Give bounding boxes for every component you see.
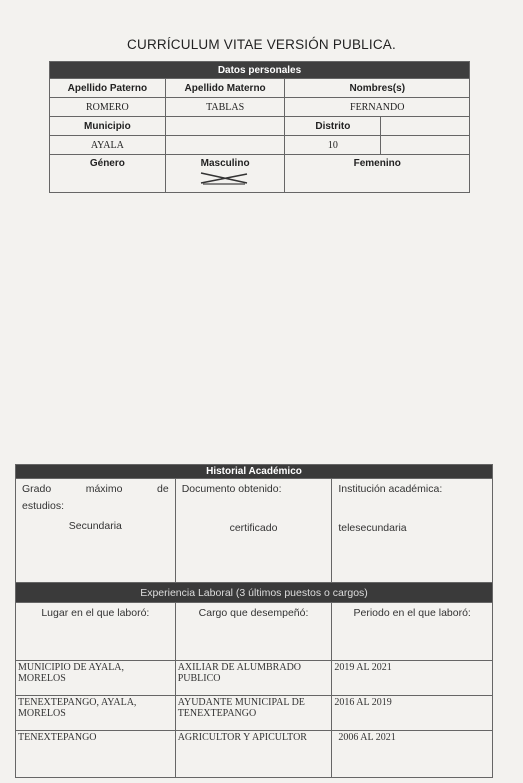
table-row [16,696,493,731]
handwritten-cross-mark [197,171,253,185]
empty-cell [165,117,285,136]
lugar-value: TENEXTEPANGO, AYALA, MORELOS [16,696,176,731]
apellido-paterno-value: ROMERO [50,98,166,117]
cargo-value: AGRICULTOR Y APICULTOR [175,731,332,778]
cargo-value: AXILIAR DE ALUMBRADO PUBLICO [175,661,332,696]
femenino-label: Femenino [285,155,470,193]
documento-cell [175,479,332,583]
municipio-label: Municipio [50,117,166,136]
institucion-value: telesecundaria [338,522,407,534]
documento-value: certificado [229,522,278,534]
grado-label-word: estudios: [22,500,65,512]
experiencia-header: Experiencia Laboral (3 últimos puestos o cargos) [16,583,493,603]
empty-cell [165,136,285,155]
historial-header: Historial Académico [16,465,493,479]
grado-label-word: de [156,483,169,495]
empty-cell [381,117,470,136]
nombres-label: Nombres(s) [285,79,470,98]
distrito-value: 10 [285,136,381,155]
grado-label-word: máximo [85,483,123,495]
grado-cell [16,479,176,583]
table-row [16,661,493,696]
grado-label-word: Grado [22,483,52,495]
institucion-label: Institución académica: [338,483,443,495]
empty-cell [381,136,470,155]
masculino-label: Masculino [200,158,250,169]
documento-label: Documento obtenido: [181,483,282,495]
historial-table [15,464,493,778]
lugar-value: MUNICIPIO DE AYALA, MORELOS [16,661,176,696]
lugar-label: Lugar en el que laboró: [16,603,176,661]
masculino-cell [165,155,285,193]
periodo-value: 2016 AL 2019 [332,696,493,731]
table-row [16,731,493,778]
municipio-value: AYALA [50,136,166,155]
nombres-value: FERNANDO [285,98,470,117]
datos-personales-header: Datos personales [50,62,470,79]
periodo-value: 2019 AL 2021 [332,661,493,696]
apellido-materno-value: TABLAS [165,98,285,117]
periodo-label: Periodo en el que laboró: [332,603,493,661]
institucion-cell [332,479,493,583]
cargo-label: Cargo que desempeñó: [175,603,332,661]
datos-personales-table [49,61,470,193]
periodo-value: 2006 AL 2021 [332,731,493,778]
genero-label: Género [50,155,166,193]
cargo-value: AYUDANTE MUNICIPAL DE TENEXTEPANGO [175,696,332,731]
apellido-paterno-label: Apellido Paterno [50,79,166,98]
apellido-materno-label: Apellido Materno [165,79,285,98]
lugar-value: TENEXTEPANGO [16,731,176,778]
distrito-label: Distrito [285,117,381,136]
grado-value: Secundaria [68,520,122,532]
page-title: CURRÍCULUM VITAE VERSIÓN PUBLICA. [127,37,396,52]
